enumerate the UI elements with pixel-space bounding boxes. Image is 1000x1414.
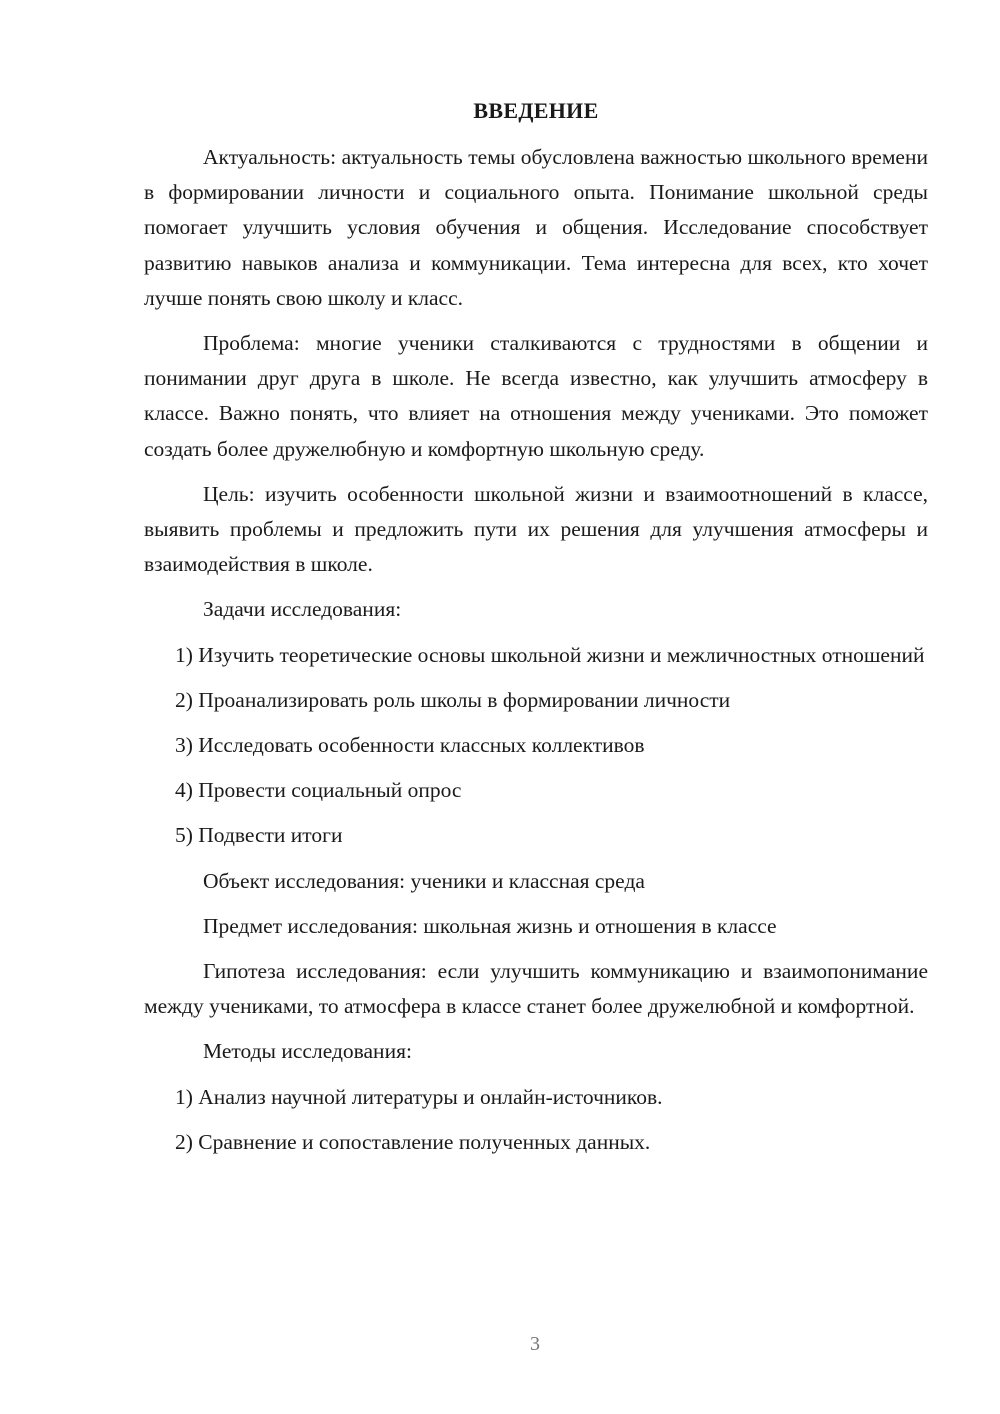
research-object: Объект исследования: ученики и классная среда: [203, 868, 645, 893]
task-item-5: 5) Подвести итоги: [175, 823, 343, 848]
task-item-2: 2) Проанализировать роль школы в формировании личности: [175, 687, 731, 712]
hypothesis-paragraph: Гипотеза исследования: если улучшить коммуникацию и взаимопонимание между учениками, то атмосфера в классе станет более дружелюбной и комфортной.: [144, 959, 928, 1019]
section-title: ВВЕДЕНИЕ: [473, 98, 599, 123]
task-item-4: 4) Провести социальный опрос: [175, 778, 462, 803]
task-item-1: 1) Изучить теоретические основы школьной жизни и межличностных отношений: [175, 642, 925, 667]
goal-paragraph: Цель: изучить особенности школьной жизни и взаимоотношений в классе, выявить проблемы и предложить пути их решения для улучшения атмосферы и взаимодействия в школе.: [144, 481, 928, 577]
research-subject: Предмет исследования: школьная жизнь и отношения в классе: [203, 913, 777, 938]
relevance-paragraph: Актуальность: актуальность темы обусловлена важностью школьного времени в формировании личности и социального опыта. Понимание школьной среды помогает улучшить условия обучения и общения. Исследование способствует развитию навыков анализа и коммуникации. Тема интересна для всех, кто хочет лучше понять свою школу и класс.: [144, 145, 928, 310]
document-body: [144, 94, 928, 1170]
task-item-3: 3) Исследовать особенности классных коллективов: [175, 733, 645, 758]
methods-heading: Методы исследования:: [203, 1039, 412, 1064]
page-number: 3: [530, 1333, 540, 1355]
method-item-2: 2) Сравнение и сопоставление полученных данных.: [175, 1129, 651, 1154]
method-item-1: 1) Анализ научной литературы и онлайн-источников.: [175, 1084, 663, 1109]
tasks-heading: Задачи исследования:: [203, 597, 402, 622]
problem-paragraph: Проблема: многие ученики сталкиваются с трудностями в общении и понимании друг друга в школе. Не всегда известно, как улучшить атмосферу в классе. Важно понять, что влияет на отношения между учениками. Это поможет создать более дружелюбную и комфортную школьную среду.: [144, 331, 928, 461]
